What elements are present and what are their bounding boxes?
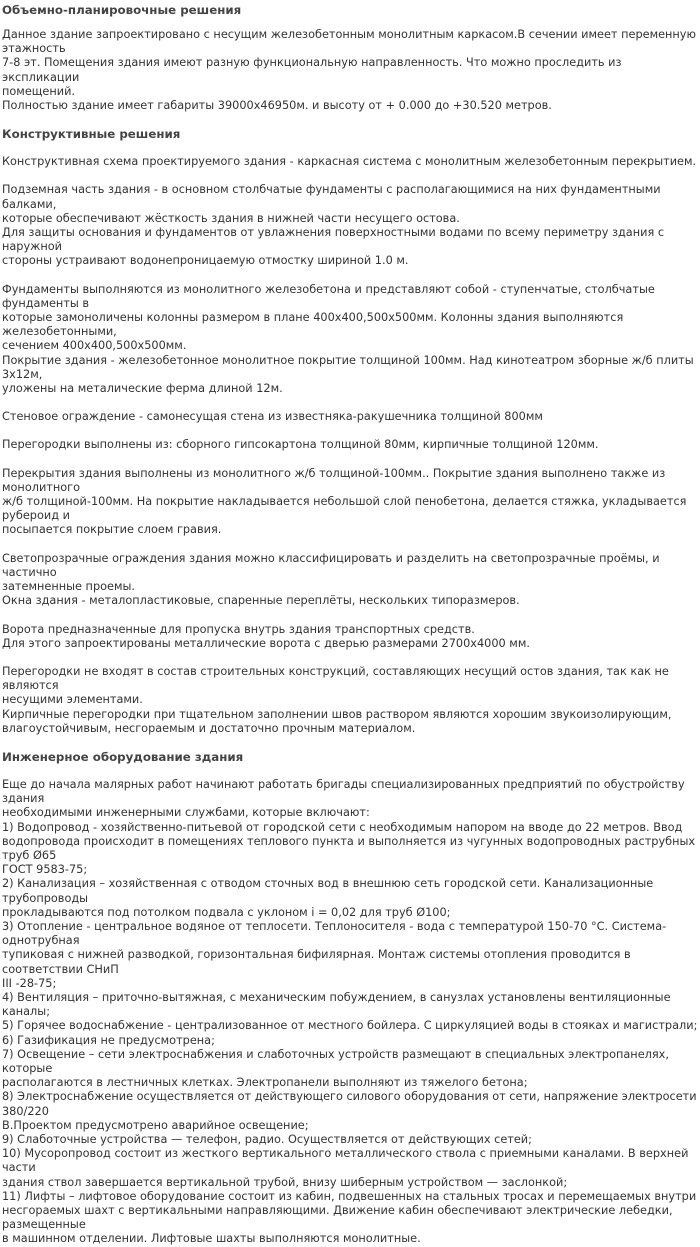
text-line: Для защиты основания и фундаментов от увлажнения поверхностными водами по всему периметру здания с наружной [2, 226, 665, 254]
list-item: 1) Водопровод - хозяйственно-питьевой от городской сети с необходимым напором на вводе до 22 метров. Ввод [2, 820, 683, 834]
text-line: посыпается покрытие слоем гравия. [2, 523, 222, 537]
text-line: сечением 400х400,500х500мм. [2, 339, 187, 353]
text-line: Подземная часть здания - в основном столбчатые фундаменты с располагающимися на них фундаментными балками, [2, 183, 661, 211]
text-line: Для этого запроектированы металлические ворота с дверью размерами 2700х4000 мм. [2, 636, 530, 650]
text-line: Еще до начала малярных работ начинают работать бригады специализированных предприятий по обустройству здания [2, 777, 685, 806]
text-line: Данное здание запроектировано с несущим железобетонным монолитным каркасом.В сечении имеет переменную этажность [2, 28, 697, 56]
paragraph-foundations [2, 283, 698, 397]
text-line: 7-8 эт. Помещения здания имеют разную функциональную направленность. Что можно проследить из экспликации [2, 56, 622, 84]
paragraph-partitions: Перегородки выполнены из: сборного гипсокартона толщиной 80мм, кирпичные толщиной 120мм. [2, 438, 599, 452]
list-item: 3) Отопление - центральное водяное от теплосети. Теплоносителя - вода с температурой 150-70 °С. Система- однотрубная [2, 919, 667, 948]
text-line: влагоустойчивым, несгораемым и достаточно прочным материалом. [2, 721, 416, 735]
list-item: тупиковая с нижней разводкой, горизонтальная бифилярная. Монтаж системы отопления проводится в соответствии СНиП [2, 948, 631, 976]
paragraph-engineering-intro [2, 778, 698, 821]
text-line: Полностью здание имеет габариты 39000х46950м. и высоту от + 0.000 до +30.520 метров. [2, 99, 552, 113]
paragraph-gates [2, 623, 698, 651]
list-item: 7) Освещение – сети электроснабжения и слаботочных устройств размещают в специальных электропанелях, которые [2, 1047, 669, 1075]
paragraph-walls: Стеновое ограждение - самонесущая стена из известняка-ракушечника толщиной 800мм [2, 410, 543, 424]
list-item: 6) Газификация не предусмотрена; [2, 1033, 215, 1047]
text-line: Фундаменты выполняются из монолитного железобетона и представляют собой - ступенчатые, столбчатые фундаменты в [2, 282, 655, 310]
text-line: Светопрозрачные ограждения здания можно классифицировать и разделить на светопрозрачные проёмы, и частично [2, 551, 660, 579]
list-item: 4) Вентиляция – приточно-вытяжная, с механическим побуждением, в санузлах установлены вентиляционные каналы; [2, 990, 671, 1019]
list-item: в машинном отделении. Лифтовые шахты выполняются монолитные. [2, 1232, 421, 1246]
text-line: которые обеспечивают жёсткость здания в нижней части несущего остова. [2, 211, 460, 225]
heading-structural-solutions: Конструктивные решения [2, 127, 181, 142]
list-item: 11) Лифты – лифтовое оборудование состоит из кабин, подвешенных на стальных тросах и перемещаемых внутри [2, 1189, 697, 1203]
heading-space-planning: Объемно-планировочные решения [2, 3, 242, 17]
text-line: Кирпичные перегородки при тщательном заполнении швов раствором являются хорошим звукоизолирующим, [2, 707, 672, 721]
heading-engineering-equipment: Инженерное оборудование здания [2, 749, 244, 764]
text-line: которые замоноличены колонны размером в плане 400х400,500х500мм. Колонны здания выполняются железобетонными, [2, 311, 624, 339]
list-item: ГОСТ 9583-75; [2, 863, 88, 877]
text-line: уложены на металические ферма длиной 12м. [2, 382, 283, 396]
text-line: необходимыми инженерными службами, которые включают: [2, 806, 370, 820]
text-line: Окна здания - металопластиковые, спаренные переплёты, нескольких типоразмеров. [2, 594, 520, 608]
text-line: Перегородки не входят в состав строительных конструкций, составляющих несущий остов здания, так как не являются [2, 664, 669, 693]
text-line: Ворота предназначенные для пропуска внутрь здания транспортных средств. [2, 622, 475, 636]
text-line: Покрытие здания - железобетонное монолитное покрытие толщиной 100мм. Над кинотеатром зборные ж/б плиты 3х12м, [2, 353, 694, 381]
list-item: 2) Канализация – хозяйственная с отводом сточных вод в внешнюю сеть городской сети. Канализационные трубопроводы [2, 877, 654, 905]
list-item: 9) Слаботочные устройства — телефон, радио. Осуществляется от действующих сетей; [2, 1133, 532, 1146]
text-line: несущими элементами. [2, 693, 143, 707]
list-item: здания ствол завершается вертикальной трубой, внизу шиберным устройством — заслонкой; [2, 1175, 568, 1189]
text-line: ж/б толщиной-100мм. На покрытие накладывается небольшой слой пенобетона, делается стяжка, укладывается рубероид и [2, 495, 687, 523]
paragraph-building-frame [2, 28, 698, 113]
text-line: стороны устраивают водонепроницаемую отмостку шириной 1.0 м. [2, 254, 409, 268]
list-item: 5) Горячее водоснабжение - централизованное от местного бойлера. С циркуляцией воды в стояках и магистрали; [2, 1019, 698, 1033]
list-item: В.Проектом предусмотрено аварийное освещение; [2, 1118, 309, 1132]
list-item: III -28-75; [2, 976, 57, 990]
text-line: помещений. [2, 84, 76, 98]
list-item: располагаются в лестничных клетках. Электропанели выполняют из тяжелого бетона; [2, 1076, 528, 1090]
engineering-systems-list [2, 821, 698, 1247]
paragraph-structural-scheme: Конструктивная схема проектируемого здания - каркасная система с монолитным железобетонным перекрытием. [2, 155, 697, 169]
list-item: 8) Электроснабжение осуществляется от действующего силового оборудования от сети, напряжение электросети 380/220 [2, 1090, 697, 1118]
text-line: Перекрытия здания выполнены из монолитного ж/б толщиной-100мм.. Покрытие здания выполнено также из монолитного [2, 466, 666, 494]
paragraph-underground [2, 183, 698, 268]
list-item: несгораемых шахт с вертикальными направляющими. Движение кабин обеспечивают электрические лебедки, размещенные [2, 1204, 673, 1232]
paragraph-glazing [2, 552, 698, 609]
paragraph-non-load-partitions [2, 665, 698, 736]
list-item: водопровода происходит в помещениях теплового пункта и выполняется из чугунных водопроводных раструбных труб Ø65 [2, 834, 696, 862]
list-item: 10) Мусоропровод состоит из жесткого вертикального металлического ствола с приемными каналами. В верхней части [2, 1147, 689, 1175]
list-item: прокладываются под потолком подвала с уклоном i = 0,02 для труб Ø100; [2, 905, 451, 919]
text-line: затемненные проемы. [2, 580, 136, 594]
paragraph-slabs [2, 467, 698, 538]
